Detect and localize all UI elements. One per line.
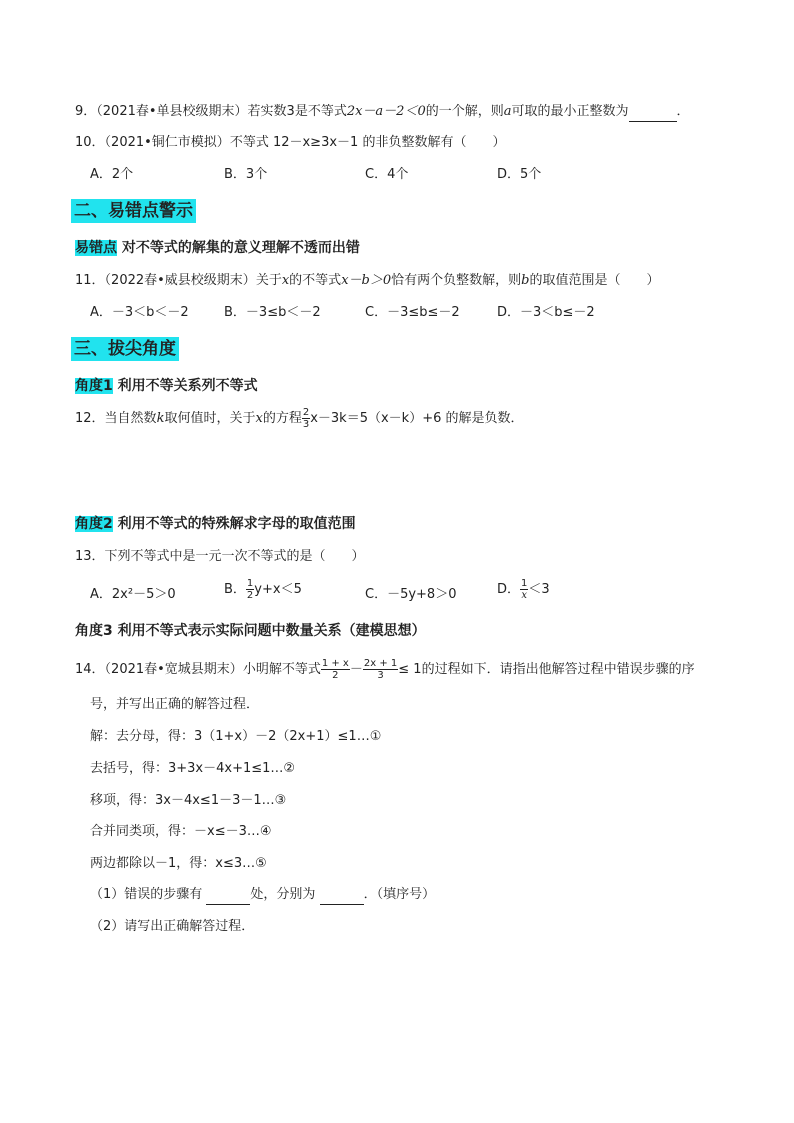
relation: ≤ 1 [398, 662, 422, 677]
question-number: 13． [75, 549, 105, 564]
solution-step-1: 解：去分母，得：3（1+x）－2（2x+1）≤1…① [90, 729, 382, 744]
fraction-numerator: 1 [521, 578, 528, 589]
question-source: （2022春•威县校级期末） [104, 273, 256, 288]
sub-question-text: 处，分别为 [250, 887, 316, 902]
answer-blank[interactable] [629, 103, 677, 122]
question-source: （2021春•单县校级期末） [96, 104, 248, 119]
angle-title: 利用不等式的特殊解求字母的取值范围 [117, 516, 356, 532]
question-text: 下列不等式中是一元一次不等式的是（ ） [104, 549, 365, 564]
option-d[interactable]: D．5个 [497, 167, 542, 182]
question-number: 9． [75, 104, 97, 119]
question-text: 的取值范围是（ ） [529, 273, 660, 288]
fraction [363, 658, 398, 681]
option-c[interactable]: C．－5y+8＞0 [365, 587, 457, 602]
fraction [302, 407, 310, 430]
section-heading-3: 三、拔尖角度 [71, 337, 179, 361]
pitfall-tag: 易错点 [75, 240, 117, 256]
sub-question-1 [90, 886, 435, 905]
fraction-denominator: 3 [302, 419, 310, 430]
question-text-continued: 号，并写出正确的解答过程． [90, 697, 260, 712]
angle-tag: 角度2 [75, 516, 113, 532]
variable: x [281, 273, 290, 288]
option-a[interactable]: A．－3＜b＜－2 [90, 305, 189, 320]
pitfall-heading [75, 238, 360, 258]
angle-title: 利用不等式表示实际问题中数量关系（建模思想） [117, 623, 426, 639]
fraction-numerator: 2x + 1 [363, 658, 398, 669]
fraction [321, 658, 350, 681]
question-end: ． [676, 104, 690, 119]
option-b[interactable]: B．3个 [224, 167, 268, 182]
angle-1-heading [75, 376, 258, 396]
question-text: 的方程 [262, 411, 302, 426]
question-text: 可取的最小正整数为 [511, 104, 629, 119]
variable: k [156, 411, 165, 426]
option-text: ＜3 [528, 582, 550, 597]
sub-question-text: （1）错误的步骤有 [90, 887, 203, 902]
variable: x [255, 411, 263, 426]
question-number: 12． [75, 411, 105, 426]
pitfall-title: 对不等式的解集的意义理解不透而出错 [121, 240, 360, 256]
option-c[interactable]: C．－3≤b≤－2 [365, 305, 460, 320]
option-b[interactable] [224, 578, 302, 601]
fraction-denominator: x [521, 590, 528, 601]
question-source: （2021春•宽城县期末） [104, 662, 243, 677]
question-text: 当自然数 [104, 411, 157, 426]
angle-tag: 角度3 [75, 623, 113, 639]
question-number: 10． [75, 135, 105, 150]
variable: b [521, 273, 530, 288]
answer-blank[interactable] [320, 886, 364, 905]
fraction-denominator: 2 [332, 670, 339, 681]
question-text: x－3k＝5（x－k）+6 的解是负数． [310, 411, 524, 426]
question-11 [75, 272, 659, 290]
question-9 [75, 103, 690, 122]
fraction-numerator: 1 + x [321, 658, 349, 669]
fraction-numerator: 2 [302, 407, 310, 418]
question-text: 不等式 12－x≥3x－1 的非负整数解有（ ） [229, 135, 506, 150]
option-a[interactable]: A．2x²－5＞0 [90, 587, 176, 602]
question-text: 的过程如下．请指出他解答过程中错误步骤的序 [421, 662, 695, 677]
answer-blank[interactable] [206, 886, 250, 905]
question-text: 的不等式 [289, 273, 342, 288]
question-number: 14． [75, 662, 105, 677]
solution-step-3: 移项，得：3x－4x≤1－3－1…③ [90, 793, 287, 808]
angle-3-heading [75, 621, 426, 641]
angle-title: 利用不等关系列不等式 [117, 378, 258, 394]
minus-sign: － [349, 662, 363, 677]
question-12 [75, 407, 524, 430]
fraction-denominator: 3 [377, 670, 384, 681]
option-b[interactable]: B．－3≤b＜－2 [224, 305, 321, 320]
option-label: B． [224, 582, 246, 597]
solution-step-2: 去括号，得：3+3x－4x+1≤1…② [90, 761, 296, 776]
solution-step-4: 合并同类项，得：－x≤－3…④ [90, 824, 272, 839]
question-text: 关于 [255, 273, 282, 288]
section-heading-2: 二、易错点警示 [71, 199, 196, 223]
inequality: x－b＞0 [341, 273, 392, 288]
question-text: 恰有两个负整数解，则 [391, 273, 522, 288]
option-a[interactable]: A．2个 [90, 167, 134, 182]
inequality: 2x－a－2＜0 [346, 104, 426, 119]
fraction-denominator: 2 [246, 590, 254, 601]
question-number: 11． [75, 273, 105, 288]
option-c[interactable]: C．4个 [365, 167, 409, 182]
question-text: 若实数3是不等式 [247, 104, 347, 119]
question-text: 小明解不等式 [242, 662, 321, 677]
question-13 [75, 548, 365, 566]
angle-tag: 角度1 [75, 378, 113, 394]
solution-step-5: 两边都除以－1，得：x≤3…⑤ [90, 856, 267, 871]
option-label: D． [497, 582, 521, 597]
question-text: 取何值时，关于 [164, 411, 256, 426]
question-source: （2021•铜仁市模拟） [104, 135, 230, 150]
sub-question-text: ．（填序号） [363, 887, 436, 902]
question-10 [75, 134, 505, 152]
angle-2-heading [75, 514, 356, 534]
fraction-numerator: 1 [246, 578, 254, 589]
question-text: 的一个解，则 [425, 104, 504, 119]
sub-question-2: （2）请写出正确解答过程． [90, 919, 255, 934]
variable: a [503, 104, 512, 119]
option-d[interactable]: D．－3＜b≤－2 [497, 305, 595, 320]
option-d[interactable] [497, 578, 550, 601]
question-14 [75, 658, 695, 681]
option-text: y+x＜5 [254, 582, 302, 597]
